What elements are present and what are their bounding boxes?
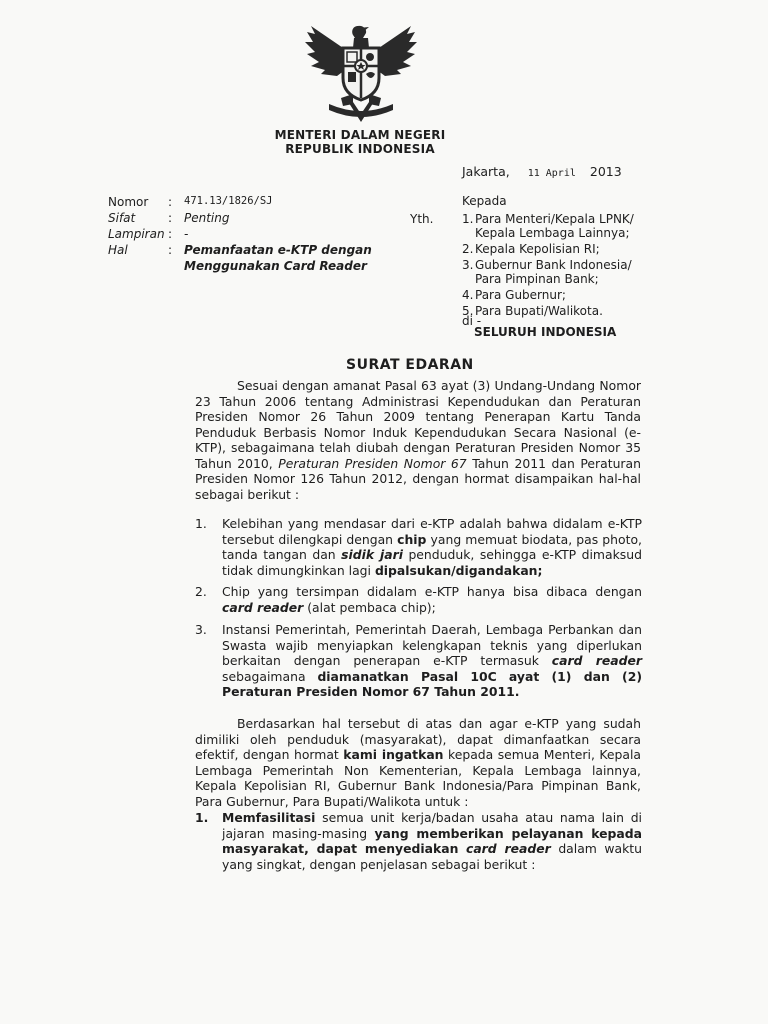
recipient-item: 3. Gubernur Bank Indonesia/ Para Pimpinan Bank; bbox=[462, 258, 632, 286]
seluruh-indonesia: SELURUH INDONESIA bbox=[474, 325, 617, 339]
garuda-emblem-icon bbox=[303, 22, 419, 126]
date-year: 2013 bbox=[589, 164, 622, 179]
header-republic: REPUBLIK INDONESIA bbox=[285, 142, 435, 156]
nomor-value: 471.13/1826/SJ bbox=[184, 195, 273, 207]
opening-paragraph: Sesuai dengan amanat Pasal 63 ayat (3) Undang-Undang Nomor 23 Tahun 2006 tentang Administrasi Kependudukan dan Peraturan Presiden Nomor 26 Tahun 2009 tentang Penerapan Kartu Tanda Penduduk Berbasis Nomor Induk Kependudukan Secara Nasional (e-KTP), sebagaimana telah diubah dengan Peraturan Presiden Nomor 35 Tahun 2010, Peraturan Presiden Nomor 67 Tahun 2011 dan Peraturan Presiden Nomor 126 Tahun 2012, dengan hormat disampaikan hal-hal sebagai berikut : bbox=[195, 378, 641, 502]
letter-page: MENTERI DALAM NEGERI REPUBLIK INDONESIA Jakarta, 11 April 2013 Nomor : 471.13/1826/SJ Sifat : Penting Lampiran : - Hal : Pemanfaatan e-KTP dengan Menggunakan Card Reader Kepada Yth. 1. Para Menteri/Kepala LPNK/ Kepala Lembaga Lainnya; 2. Kepala Kepolisian RI; 3. Gubernur Bank Indonesia/ Para Pimpinan Bank; 4. Para Gubernur; 5. Para Bupati/Walikota. di - SELURUH INDONESIA SURAT EDARAN Sesuai dengan amanat Pasal 63 ayat (3) Undang-Undang Nomor 23 Tahun 2006 tentang Administrasi Kependudukan dan Peraturan Presiden Nomor 26 Tahun 2009 tentang Penerapan Kartu Tanda Penduduk Berbasis Nomor Induk Kependudukan Secara Nasional (e-KTP), sebagaimana telah diubah dengan Peraturan Presiden Nomor 35 Tahun 2010, Peraturan Presiden Nomor 67 Tahun 2011 dan Peraturan Presiden Nomor 126 Tahun 2012, dengan hormat disampaikan hal-hal sebagai berikut : 1. Kelebihan yang mendasar dari e-KTP adalah bahwa didalam e-KTP tersebut dilengkapi dengan chip yang memuat biodata, pas photo, tanda tangan dan sidik jari penduduk, sehingga e-KTP dimaksud tidak dimungkinkan lagi dipalsukan/digandakan; 2. Chip yang tersimpan didalam e-KTP hanya bisa dibaca dengan card reader (alat pembaca chip); 3. Instansi Pemerintah, Pemerintah Daerah, Lembaga Perbankan dan Swasta wajib menyiapkan kelengkapan teknis yang diperlukan berkaitan dengan penerapan e-KTP termasuk card reader sebagaimana diamanatkan Pasal 10C ayat (1) dan (2) Peraturan Presiden Nomor 67 Tahun 2011. Berdasarkan hal tersebut di atas dan agar e-KTP yang sudah dimiliki oleh penduduk (masyarakat), dapat dimanfaatkan secara efektif, dengan hormat kami ingatkan kepada semua Menteri, Kepala Lembaga Pemerintah Non Kementerian, Kepala Lembaga lainnya, Kepala Kepolisian RI, Gubernur Bank Indonesia/Para Pimpinan Bank, Para Gubernur, Para Bupati/Walikota untuk : 1. Memfasilitasi semua unit kerja/badan usaha atau nama lain di jajaran masing-masing yang memberikan pelayanan kepada masyarakat, dapat menyediakan card reader dalam waktu yang singkat, dengan penjelasan sebagai berikut : bbox=[0, 0, 768, 1024]
second-paragraph: Berdasarkan hal tersebut di atas dan agar e-KTP yang sudah dimiliki oleh penduduk (masyarakat), dapat dimanfaatkan secara efektif, dengan hormat kami ingatkan kepada semua Menteri, Kepala Lembaga Pemerintah Non Kementerian, Kepala Lembaga lainnya, Kepala Kepolisian RI, Gubernur Bank Indonesia/Para Pimpinan Bank, Para Gubernur, Para Bupati/Walikota untuk : bbox=[195, 716, 641, 809]
header-ministry: MENTERI DALAM NEGERI bbox=[274, 128, 446, 142]
lampiran-value: - bbox=[184, 227, 189, 241]
letter-date bbox=[462, 164, 622, 179]
recipient-list bbox=[462, 212, 702, 320]
recipient-item: 1. Para Menteri/Kepala LPNK/ Kepala Lembaga Lainnya; bbox=[462, 212, 634, 240]
recipient-item: 2. Kepala Kepolisian RI; bbox=[462, 242, 600, 256]
hal-value-line1: Pemanfaatan e-KTP dengan bbox=[184, 243, 372, 257]
di-label: di - bbox=[462, 314, 482, 328]
recipient-item: 4. Para Gubernur; bbox=[462, 288, 566, 302]
hal-value-line2: Menggunakan Card Reader bbox=[184, 259, 367, 273]
date-city: Jakarta, bbox=[462, 164, 510, 179]
sifat-value: Penting bbox=[184, 211, 230, 225]
document-title: SURAT EDARAN bbox=[346, 357, 474, 373]
recipient-item: 5. Para Bupati/Walikota. bbox=[462, 304, 603, 318]
yth-label: Yth. bbox=[410, 212, 434, 226]
kepada-label: Kepada bbox=[462, 194, 507, 208]
date-day: 11 April bbox=[527, 168, 576, 179]
